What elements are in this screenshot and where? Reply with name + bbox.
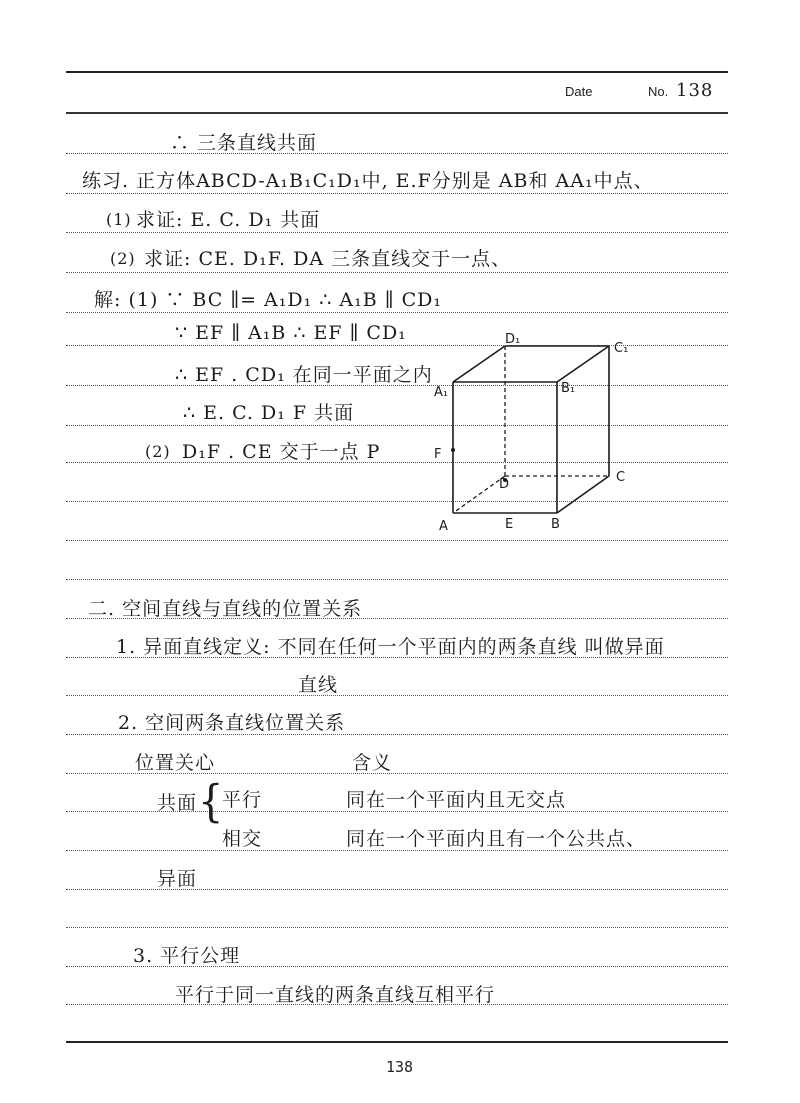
table-header-meaning: 含义 [352, 752, 393, 774]
ruled-line [66, 312, 728, 313]
section-heading-2: 二. 空间直线与直线的位置关系 [88, 598, 363, 620]
meaning-intersect: 同在一个平面内且有一个公共点、 [346, 828, 647, 850]
text-line-solution-4: ∴ E. C. D₁ F 共面 [183, 402, 355, 424]
label-e: E [505, 517, 514, 532]
ruled-line [66, 927, 728, 928]
label-f: F [434, 447, 442, 462]
ruled-line [66, 695, 728, 696]
cube-diagram [425, 330, 640, 540]
edge-da-hidden [453, 476, 505, 513]
item-number-2: (2) [110, 249, 136, 268]
text-line-axiom: 平行于同一直线的两条直线互相平行 [175, 984, 496, 1006]
label-skew: 异面 [157, 868, 198, 890]
label-b1: B₁ [561, 381, 576, 396]
text-line-subheading-2: 2. 空间两条直线位置关系 [118, 712, 346, 734]
item-number-2b: (2) [145, 442, 171, 461]
text-line-definition: 1. 异面直线定义: 不同在任何一个平面内的两条直线 叫做异面 [116, 636, 665, 658]
meaning-parallel: 同在一个平面内且无交点 [346, 789, 567, 811]
ruled-line [66, 232, 728, 233]
item-number-1: (1) [106, 210, 132, 229]
label-intersect: 相交 [222, 828, 263, 850]
text-line-prove-1: 求证: E. C. D₁ 共面 [136, 209, 321, 231]
no-label: No. [648, 84, 669, 99]
no-value: 138 [676, 80, 714, 101]
label-coplanar: 共面 [157, 792, 198, 814]
ruled-line [66, 540, 728, 541]
label-c1: C₁ [614, 341, 629, 356]
brace-icon: { [198, 776, 224, 828]
text-line-solution-5: D₁F . CE 交于一点 P [182, 441, 381, 463]
text-line-definition-cont: 直线 [298, 674, 339, 696]
text-line-subheading-3: 3. 平行公理 [133, 945, 241, 967]
table-header-relation: 位置关心 [135, 752, 216, 774]
label-c: C [616, 470, 626, 485]
label-parallel: 平行 [222, 789, 263, 811]
ruled-line [66, 153, 728, 154]
point-f [451, 448, 455, 452]
ruled-line [66, 272, 728, 273]
date-label: Date [565, 84, 593, 99]
edge-cb [557, 476, 609, 513]
text-line-exercise: 练习. 正方体ABCD-A₁B₁C₁D₁中, E.F分别是 AB和 AA₁中点、 [82, 170, 654, 192]
edge-a1d1 [453, 346, 505, 382]
label-d1: D₁ [505, 332, 521, 347]
text-line-solution-3: ∴ EF . CD₁ 在同一平面之内 [175, 364, 433, 386]
top-rule [66, 71, 728, 73]
text-line-conclusion: ∴ 三条直线共面 [170, 132, 318, 154]
ruled-line [66, 579, 728, 580]
text-line-prove-2: 求证: CE. D₁F. DA 三条直线交于一点、 [144, 248, 512, 270]
text-line-solution-start: 解: (1) ∵ BC ∥= A₁D₁ ∴ A₁B ∥ CD₁ [94, 289, 442, 311]
header-rule [66, 112, 728, 114]
bottom-rule [66, 1041, 728, 1043]
label-b: B [551, 517, 560, 532]
label-d: D [499, 477, 510, 492]
label-a1: A₁ [434, 385, 449, 400]
ruled-line [66, 193, 728, 194]
page-number: 138 [386, 1058, 414, 1076]
label-a: A [439, 519, 448, 534]
text-line-solution-2: ∵ EF ∥ A₁B ∴ EF ∥ CD₁ [175, 322, 407, 344]
edge-c1b1 [557, 346, 609, 382]
